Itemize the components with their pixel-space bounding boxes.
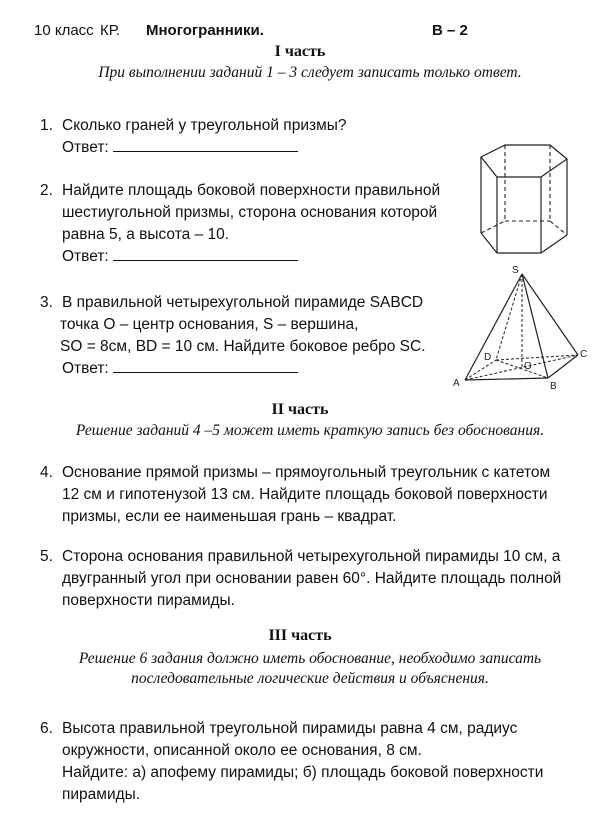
task-line: поверхности пирамиды. — [62, 592, 235, 609]
pyramid-edge-sa — [465, 274, 522, 380]
task-number: 4. — [40, 464, 53, 481]
prism-hidden-edge — [550, 221, 567, 235]
header-title: Многогранники. — [146, 22, 264, 39]
pyramid-hidden-bd — [496, 360, 548, 378]
task-line: равна 5, а высота – 10. — [62, 226, 230, 243]
task-line: окружности, описанной около ее основания, 8 см. — [62, 742, 422, 759]
answer-row — [62, 358, 426, 380]
part-2-note: Решение заданий 4 –5 может иметь краткую запись без обоснования. — [75, 422, 545, 439]
task-line: Найдите: а) апофему пирамиды; б) площадь боковой поверхности — [62, 764, 544, 781]
prism-top-face — [481, 145, 567, 177]
pyramid-edge-sc — [522, 274, 578, 355]
task-line: В правильной четырехугольной пирамиде SABCD — [62, 294, 424, 311]
task-4 — [40, 462, 600, 530]
vertex-label-d: D — [484, 352, 492, 363]
hex-prism-figure — [475, 140, 590, 265]
task-line: 12 см и гипотенузой 13 см. Найдите площадь боковой поверхности — [62, 486, 548, 503]
task-line: пирамиды. — [62, 786, 141, 803]
answer-label: Ответ: — [62, 360, 109, 377]
pyramid-edge-ab — [465, 378, 548, 380]
part-3-title: III часть — [268, 627, 332, 644]
answer-row — [62, 137, 347, 159]
task-line: Найдите площадь боковой поверхности правильной — [62, 182, 441, 199]
task-line: двугранный угол при основании равен 60°. Найдите площадь полной — [62, 570, 562, 587]
answer-label: Ответ: — [62, 139, 109, 156]
task-6 — [40, 718, 600, 810]
part-1-title: I часть — [274, 43, 326, 60]
answer-field[interactable] — [113, 137, 298, 152]
header-kr: КР. — [100, 22, 121, 39]
header-class: 10 класс — [34, 22, 94, 39]
task-number: 5. — [40, 548, 53, 565]
pyramid-hidden-dc — [496, 355, 578, 360]
task-line: Основание прямой призмы – прямоугольный треугольник с катетом — [62, 464, 551, 481]
task-line: Сколько граней у треугольной призмы? — [62, 117, 347, 134]
vertex-label-s: S — [512, 265, 519, 276]
vertex-label-b: B — [550, 381, 557, 392]
answer-field[interactable] — [113, 358, 298, 373]
vertex-label-a: A — [453, 378, 460, 389]
vertex-label-o: O — [524, 361, 532, 372]
task-line: точка О – центр основания, S – вершина, — [60, 316, 359, 333]
part-2-title: II часть — [271, 401, 329, 418]
prism-edge — [541, 235, 567, 253]
task-line: SO = 8см, BD = 10 см. Найдите боковое ребро SC. — [60, 338, 426, 355]
task-number: 1. — [40, 117, 53, 134]
task-3 — [40, 292, 470, 382]
task-line: шестиугольной призмы, сторона основания которой — [62, 204, 438, 221]
prism-hidden-edge — [481, 221, 505, 233]
task-1 — [40, 115, 460, 161]
answer-label: Ответ: — [62, 248, 109, 265]
task-number: 2. — [40, 182, 53, 199]
part-1-note: При выполнении заданий 1 – 3 следует записать только ответ. — [98, 64, 522, 81]
prism-edge — [481, 233, 497, 253]
task-5 — [40, 546, 600, 614]
task-number: 3. — [40, 294, 53, 311]
task-line: Высота правильной треугольной пирамиды равна 4 см, радиус — [62, 720, 518, 737]
task-2 — [40, 180, 470, 270]
task-line: Сторона основания правильной четырехугольной пирамиды 10 см, а — [62, 548, 561, 565]
answer-field[interactable] — [113, 246, 298, 261]
pyramid-hidden-sd — [496, 274, 522, 360]
part-3-note-line-1: Решение 6 задания должно иметь обоснование, необходимо записать — [78, 650, 542, 667]
vertex-label-c: C — [580, 349, 588, 360]
answer-row — [62, 246, 440, 268]
part-3-note-line-2: последовательные логические действия и объяснения. — [131, 670, 489, 687]
task-line: призмы, если ее наименьшая грань – квадрат. — [62, 508, 397, 525]
pyramid-figure — [450, 262, 600, 392]
task-number: 6. — [40, 720, 53, 737]
header-variant: В – 2 — [432, 22, 468, 39]
